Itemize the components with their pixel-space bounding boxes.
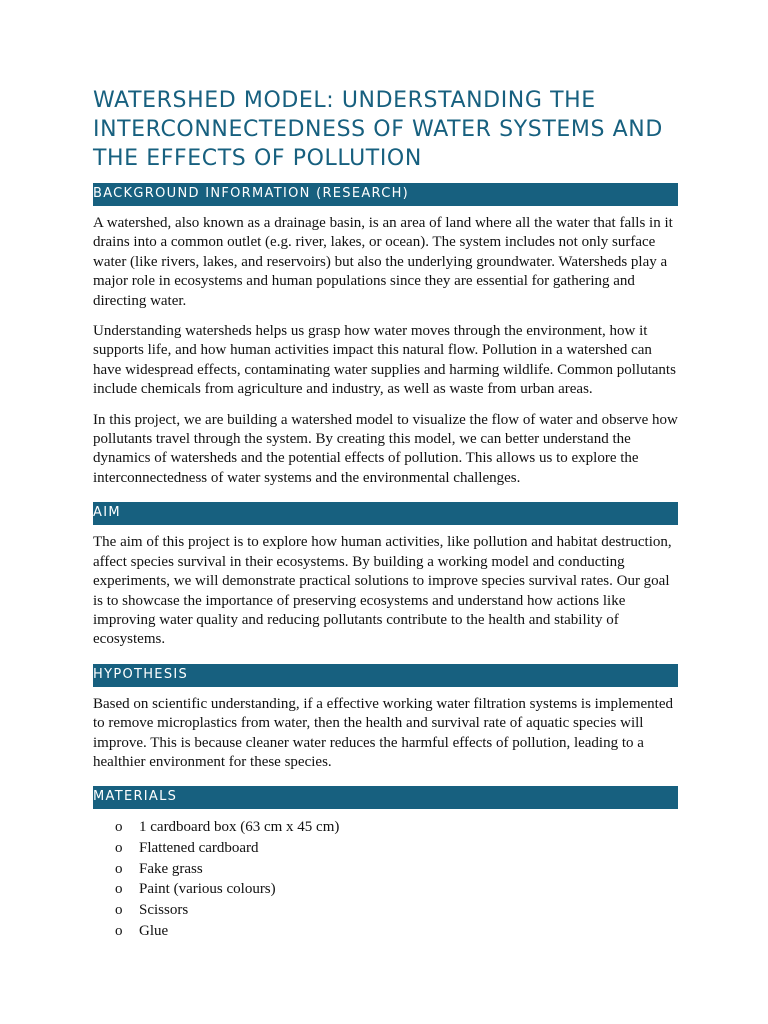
list-item [115,921,678,942]
paragraph: A watershed, also known as a drainage basin, is an area of land where all the water that falls in it drains into a common outlet (e.g. river, lakes, or ocean). The system includes not only surface water (like rivers, lakes, and reservoirs) but also the underlying groundwater. Watersheds play a major role in ecosystems and human populations since they are essential for gathering and directing water. [93,215,673,309]
section-heading-label: AIM [93,505,121,521]
list-item [115,859,678,880]
section-heading-materials [93,786,678,809]
paragraph: Based on scientific understanding, if a effective working water filtration systems is implemented to remove microplastics from water, then the health and survival rate of aquatic species will improve. This is because cleaner water reduces the harmful effects of pollution, leading to a healthier environment for these species. [93,695,673,770]
list-item-text: Flattened cardboard [139,840,259,857]
section-hypothesis [93,664,678,773]
bullet-circle-icon: o [115,860,123,877]
list-item [115,879,678,900]
list-item-text: Scissors [139,902,189,919]
paragraph: The aim of this project is to explore how human activities, like pollution and habitat destruction, affect species survival in their ecosystems. By building a working model and conducting experiments, we will demonstrate practical solutions to improve species survival rates. Our goal is to showcase the importance of preserving ecosystems and understand how actions like improving water quality and reducing pollutants contribute to the health and stability of ecosystems. [93,534,672,648]
section-heading-label: HYPOTHESIS [93,666,189,682]
section-aim [93,502,678,649]
bullet-circle-icon: o [115,922,123,939]
materials-list [93,817,678,941]
section-background [93,183,678,488]
bullet-circle-icon: o [115,819,123,836]
list-item [115,838,678,859]
bullet-circle-icon: o [115,902,123,919]
section-heading-aim [93,502,678,525]
list-item-text: Glue [139,922,169,939]
section-materials [93,786,678,941]
list-item [115,900,678,921]
paragraph: Understanding watersheds helps us grasp how water moves through the environment, how it supports life, and how human activities impact this natural flow. Pollution in a watershed can have widespread effects, contaminating water supplies and harming wildlife. Common pollutants include chemicals from agriculture and industry, as well as waste from urban areas. [93,323,676,398]
list-item [115,817,678,838]
section-heading-label: MATERIALS [93,789,178,805]
list-item-text: Paint (various colours) [139,881,276,898]
list-item-text: 1 cardboard box (63 cm x 45 cm) [139,819,340,836]
section-heading-background [93,183,678,206]
document-title: WATERSHED MODEL: UNDERSTANDING THE INTERCONNECTEDNESS OF WATER SYSTEMS AND THE EFFECTS OF POLLUTION [93,88,663,171]
bullet-circle-icon: o [115,840,123,857]
section-heading-label: BACKGROUND INFORMATION (RESEARCH) [93,186,410,201]
bullet-circle-icon: o [115,881,123,898]
list-item-text: Fake grass [139,860,203,877]
document-page [93,86,678,956]
paragraph: In this project, we are building a watershed model to visualize the flow of water and observe how pollutants travel through the system. By creating this model, we can better understand the dynamics of watersheds and the potential effects of pollution. This allows us to explore the interconnectedness of water systems and the environmental challenges. [93,411,678,486]
section-heading-hypothesis [93,664,678,687]
